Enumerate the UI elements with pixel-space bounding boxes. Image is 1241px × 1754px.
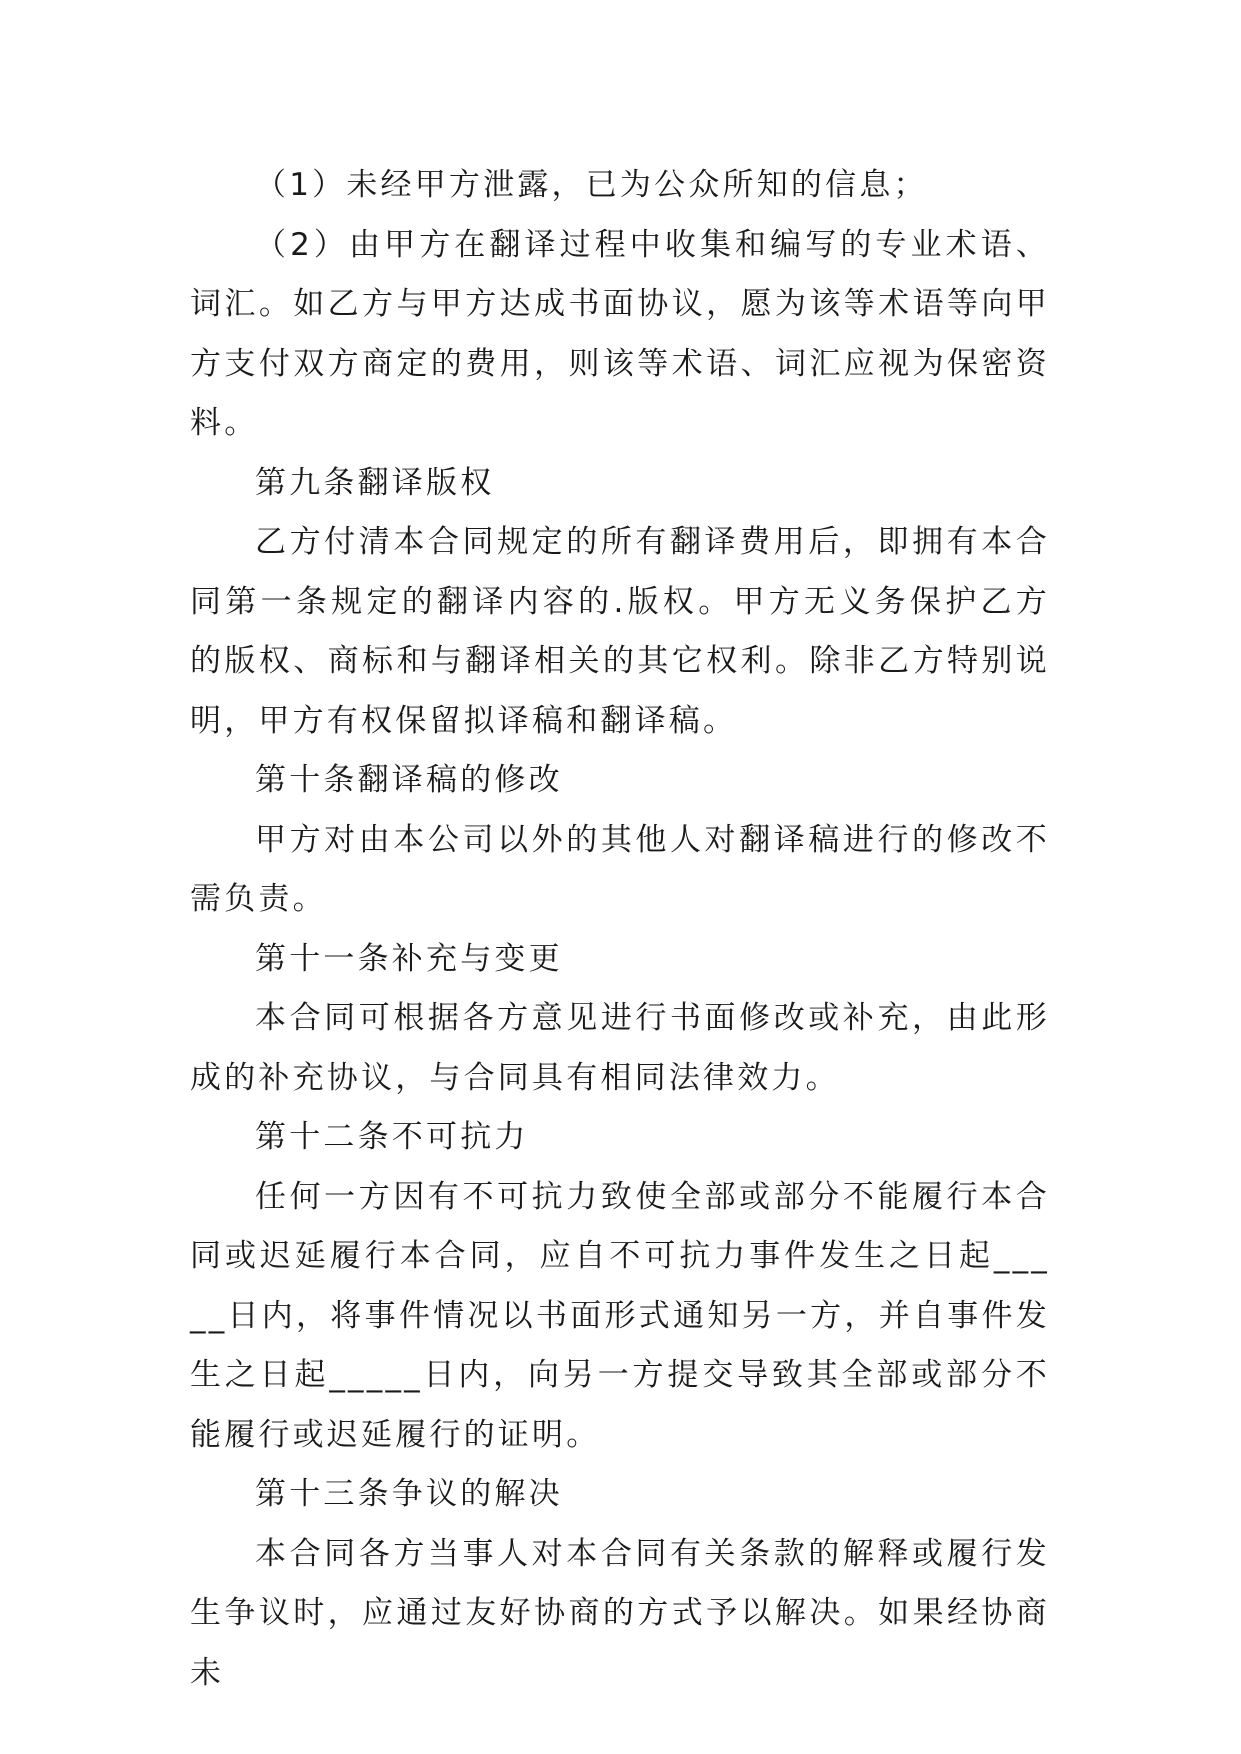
section-heading-article-10: 第十条翻译稿的修改 bbox=[255, 762, 563, 798]
list-item-2: （2）由甲方在翻译过程中收集和编写的专业术语、词汇。如乙方与甲方达成书面协议，愿为该等术语等向甲方支付双方商定的费用，则该等术语、词汇应视为保密资料。 bbox=[190, 226, 1050, 441]
paragraph-article-13: 本合同各方当事人对本合同有关条款的解释或履行发生争议时，应通过友好协商的方式予以解决。如果经协商未 bbox=[190, 1535, 1050, 1691]
paragraph-article-9: 乙方付清本合同规定的所有翻译费用后，即拥有本合同第一条规定的翻译内容的.版权。甲方无义务保护乙方的版权、商标和与翻译相关的其它权利。除非乙方特别说明，甲方有权保留拟译稿和翻译稿。 bbox=[190, 524, 1050, 739]
paragraph-article-12: 任何一方因有不可抗力致使全部或部分不能履行本合同或迟延履行本合同，应自不可抗力事件发生之日起_____日内，将事件情况以书面形式通知另一方，并自事件发生之日起_____日内，向另一方提交导致其全部或部分不能履行或迟延履行的证明。 bbox=[190, 1178, 1050, 1453]
list-item-1: （1）未经甲方泄露，已为公众所知的信息； bbox=[255, 167, 928, 203]
document-body bbox=[190, 156, 1050, 1703]
section-heading-article-13: 第十三条争议的解决 bbox=[255, 1476, 563, 1512]
section-heading-article-11: 第十一条补充与变更 bbox=[255, 940, 563, 977]
paragraph-article-11: 本合同可根据各方意见进行书面修改或补充，由此形成的补充协议，与合同具有相同法律效力。 bbox=[190, 1000, 1050, 1096]
paragraph-article-10: 甲方对由本公司以外的其他人对翻译稿进行的修改不需负责。 bbox=[190, 821, 1050, 917]
section-heading-article-12: 第十二条不可抗力 bbox=[255, 1119, 529, 1155]
section-heading-article-9: 第九条翻译版权 bbox=[255, 464, 495, 501]
